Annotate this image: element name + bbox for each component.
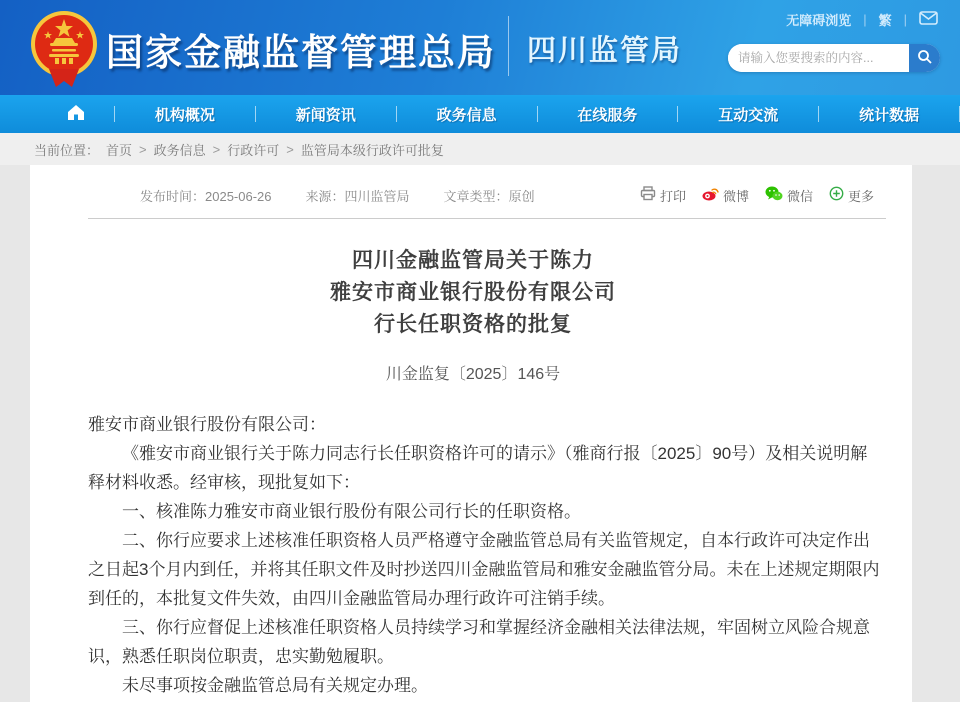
wechat-button[interactable]	[765, 186, 813, 205]
document-number: 川金监复〔2025〕146号	[385, 366, 561, 383]
breadcrumb-separator: >	[286, 141, 294, 157]
nav-item-zaixianfuwu[interactable]: 在线服务	[577, 106, 638, 124]
nav-item-zhengwuxinxi[interactable]: 政务信息	[436, 106, 497, 124]
site-title: 国家金融监督管理总局	[106, 32, 496, 73]
national-emblem-logo	[26, 7, 102, 89]
article-meta	[140, 186, 535, 205]
weibo-label: 微博	[722, 188, 749, 204]
nav-item-hudongjiaoliu[interactable]: 互动交流	[718, 106, 779, 124]
weibo-button[interactable]	[702, 186, 749, 205]
article-panel	[30, 165, 912, 702]
wechat-label: 微信	[786, 188, 813, 204]
search-bar	[728, 44, 940, 72]
breadcrumb-home[interactable]: 首页	[106, 142, 133, 158]
breadcrumb-xingzhengxuke[interactable]: 行政许可	[227, 142, 280, 158]
meta-divider	[88, 218, 886, 219]
publish-label: 发布时间：	[140, 188, 206, 204]
accessibility-link[interactable]: 无障碍浏览	[786, 13, 852, 28]
document-title	[60, 245, 886, 341]
site-header	[0, 0, 960, 95]
breadcrumb-zhengwuxinxi[interactable]: 政务信息	[153, 142, 206, 158]
body-paragraph: 二、你行应要求上述核准任职资格人员严格遵守金融监管总局有关监管规定，自本行政许可决定作出之日起3个月内到任，并将其任职文件及时抄送四川金融监管局和雅安金融监管分局。未在上述规定期限内到任的，本批复文件失效，由四川金融监管局办理行政许可注销手续。	[88, 531, 880, 608]
search-input[interactable]	[728, 44, 909, 72]
source-label: 来源：	[305, 188, 345, 204]
article-meta-row	[60, 183, 886, 205]
breadcrumb-separator: >	[212, 141, 221, 157]
type-value: 原创	[508, 188, 535, 204]
breadcrumb-current[interactable]: 监管局本级行政许可批复	[300, 142, 444, 158]
nav-item-jigougaikuang[interactable]: 机构概况	[154, 106, 215, 124]
search-button[interactable]	[909, 44, 940, 72]
document-body	[60, 410, 886, 700]
header-top-links	[786, 10, 938, 29]
nav-item-tongjishuju[interactable]: 统计数据	[859, 106, 920, 124]
home-icon	[66, 103, 86, 126]
body-paragraph: 未尽事项按金融监管总局有关规定办理。	[122, 676, 428, 695]
document-title-line: 行长任职资格的批复	[374, 313, 572, 336]
body-paragraph: 《雅安市商业银行关于陈力同志行长任职资格许可的请示》（雅商行报〔2025〕90号）及相关说明解释材料收悉。经审核，现批复如下：	[88, 444, 868, 492]
share-toolbar	[640, 186, 874, 205]
print-button[interactable]	[640, 186, 686, 205]
weibo-icon	[702, 186, 719, 204]
publish-date: 2025-06-26	[205, 188, 272, 204]
plus-circle-icon	[829, 186, 844, 204]
body-paragraph: 雅安市商业银行股份有限公司：	[88, 415, 326, 434]
article-type	[444, 186, 535, 205]
mail-icon[interactable]	[919, 11, 938, 28]
search-icon	[917, 49, 933, 68]
source-value: 四川监管局	[344, 188, 410, 204]
link-separator: |	[863, 12, 867, 27]
body-paragraph: 三、你行应督促上述核准任职资格人员持续学习和掌握经济金融相关法律法规，牢固树立风险合规意识，熟悉任职岗位职责，忠实勤勉履职。	[88, 618, 870, 666]
more-button[interactable]	[829, 186, 874, 205]
article-source	[306, 186, 410, 205]
printer-icon	[640, 186, 656, 204]
type-label: 文章类型：	[443, 188, 509, 204]
more-label: 更多	[847, 188, 874, 204]
breadcrumb-separator: >	[139, 141, 147, 157]
wechat-icon	[765, 186, 783, 204]
breadcrumb	[0, 133, 960, 165]
publish-time	[140, 186, 272, 205]
nav-home[interactable]	[38, 103, 114, 126]
traditional-chinese-link[interactable]: 繁	[878, 13, 892, 28]
bureau-title: 四川监管局	[527, 35, 683, 67]
body-paragraph: 一、核准陈力雅安市商业银行股份有限公司行长的任职资格。	[122, 502, 581, 521]
document-title-line: 四川金融监管局关于陈力	[352, 249, 594, 272]
document-title-line: 雅安市商业银行股份有限公司	[330, 281, 616, 304]
print-label: 打印	[659, 188, 686, 204]
header-divider	[508, 16, 509, 76]
link-separator: |	[903, 12, 907, 27]
nav-item-xinwenzixun[interactable]: 新闻资讯	[295, 106, 356, 124]
breadcrumb-label: 当前位置：	[34, 142, 100, 158]
main-nav	[0, 95, 960, 133]
